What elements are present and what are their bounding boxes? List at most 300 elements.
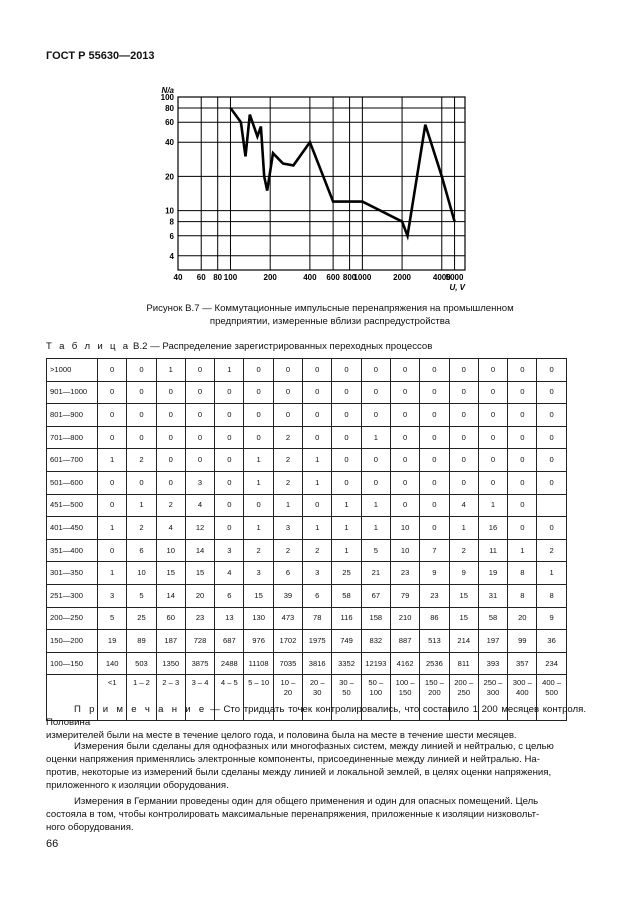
range-label-part: 250 – [483,678,503,688]
y-tick-label: 8 [169,217,174,227]
table-cell: 9 [449,562,478,585]
range-label-part: 50 – [368,678,384,688]
table-title [46,341,432,352]
table-cell: 1 [273,494,302,517]
table-cell: 0 [537,359,566,382]
table-cell: 0 [185,426,214,449]
table-cell: 0 [303,404,332,427]
table-cell: 0 [244,426,273,449]
table-cell: 39 [273,584,302,607]
table-cell: 2 [449,539,478,562]
table-cell: 0 [98,426,127,449]
table-cell: 8 [508,584,537,607]
table-cell: 79 [390,584,419,607]
table-cell: 0 [244,381,273,404]
table-cell: 19 [478,562,507,585]
note-label: П р и м е ч а н и е [74,704,207,715]
range-label-part: 30 – [339,678,354,688]
table-cell: 15 [156,562,185,585]
table-cell: 0 [303,359,332,382]
x-tick-label: 1000 [353,273,372,282]
row-header: 901—1000 [47,381,98,404]
table-title-text: В.2 — Распределение зарегистрированных переходных процессов [133,341,433,352]
table-cell: 4 [185,494,214,517]
x-tick-label: 4000 [432,273,451,282]
table-cell: 9 [420,562,449,585]
table-cell: 12 [185,517,214,540]
table-cell: 3 [215,539,244,562]
table-cell: 16 [478,517,507,540]
table-label: Т а б л и ц а [46,341,131,352]
table-cell: 0 [420,381,449,404]
table-cell: 10 [127,562,156,585]
table-cell: 0 [361,359,390,382]
table-cell: 3 [244,562,273,585]
range-label-part: 10 – [280,678,296,688]
table-cell: 0 [420,494,449,517]
table-cell: 10 [390,539,419,562]
range-label-part: 100 [369,688,383,698]
table-cell: 3875 [185,652,214,675]
table-row [47,494,567,517]
table-row [47,471,567,494]
transient-distribution-table [46,358,567,721]
table-cell: 728 [185,630,214,653]
table-cell: 4 [449,494,478,517]
table-row [47,404,567,427]
table-cell: 1 [332,539,361,562]
table-cell: 0 [449,471,478,494]
paragraph-line: Измерения были сделаны для однофазных или многофазных систем, между линией и нейтралью, с целью [74,741,554,752]
range-label-part: 300 [486,688,500,698]
table-cell: 1 [508,539,537,562]
table-cell: 0 [508,359,537,382]
table-cell: 0 [478,449,507,472]
table-cell: 503 [127,652,156,675]
table-cell: 0 [537,449,566,472]
table-cell: 3 [98,584,127,607]
table-cell: 13 [215,607,244,630]
table-cell: 78 [303,607,332,630]
table-cell: 2 [127,517,156,540]
table-row [47,652,567,675]
table-cell: 0 [478,381,507,404]
table-row [47,539,567,562]
table-cell: 0 [420,404,449,427]
table-cell: 1 [127,494,156,517]
table-row [47,562,567,585]
table-cell: 5 [361,539,390,562]
range-label-part: <1 [107,678,117,688]
table-cell: 0 [215,449,244,472]
table-cell: 210 [390,607,419,630]
table-cell: 14 [156,584,185,607]
table-cell: 0 [98,539,127,562]
table-cell: 6 [303,584,332,607]
table-cell: 0 [156,471,185,494]
table-cell: 393 [478,652,507,675]
table-cell: 0 [449,359,478,382]
table-cell: 357 [508,652,537,675]
table-cell: 0 [537,381,566,404]
table-cell: 197 [478,630,507,653]
table-cell: 3816 [303,652,332,675]
range-label-part: 100 – [395,678,415,688]
table-cell: 23 [185,607,214,630]
table-cell: 0 [156,404,185,427]
table-cell: 1 [303,449,332,472]
table-cell: 1 [215,359,244,382]
table-cell: 513 [420,630,449,653]
table-cell: 31 [478,584,507,607]
table-cell: 158 [361,607,390,630]
table-cell: 3 [303,562,332,585]
range-label-part: 200 – [454,678,474,688]
table-cell: 116 [332,607,361,630]
table-cell: 0 [361,449,390,472]
y-axis-label: N/a [161,86,174,95]
x-tick-label: 200 [263,273,277,282]
y-tick-label: 10 [165,206,174,216]
table-row [47,359,567,382]
table-cell: 20 [508,607,537,630]
table-cell: 1 [478,494,507,517]
page-number: 66 [46,838,59,850]
range-label-part: 500 [545,688,558,698]
table-cell: 11 [478,539,507,562]
table-cell: 2 [273,539,302,562]
y-tick-label: 4 [169,251,174,261]
table-cell: 20 [185,584,214,607]
table-row [47,630,567,653]
table-cell: 0 [215,404,244,427]
table-cell: 60 [156,607,185,630]
table-cell: 4 [215,562,244,585]
table-cell: 0 [537,426,566,449]
paragraph-line: против, некоторые из измерений были сделаны между линией и локальной землей, в целях оценки напряжения, [46,767,552,778]
table-cell: 1 [244,449,273,472]
table-cell: 0 [478,404,507,427]
table-cell: 3352 [332,652,361,675]
table-cell: 0 [273,359,302,382]
table-cell: 0 [303,494,332,517]
table-note [46,703,586,742]
table-cell: 0 [273,404,302,427]
table-cell: 25 [127,607,156,630]
table-cell: 0 [478,426,507,449]
row-header: >1000 [47,359,98,382]
row-header: 351—400 [47,539,98,562]
table-cell: 0 [98,471,127,494]
table-cell: 0 [508,517,537,540]
figure-caption [120,302,540,328]
figure-caption-line2: предприятии, измеренные вблизи распредустройства [209,316,451,327]
table-cell: 5 [98,607,127,630]
table-cell: 1 [244,517,273,540]
table-cell: 10 [156,539,185,562]
note-text-line1: — Сто тридцать точек контролировались, что составило 1 200 месяцев контроля. Половина [46,704,586,728]
table-cell: 1 [361,426,390,449]
range-label-part: 20 [283,688,293,698]
y-tick-label: 100 [160,93,174,102]
row-header: 251—300 [47,584,98,607]
table-cell: 0 [215,494,244,517]
table-cell: 1 [98,562,127,585]
table-cell: 0 [390,471,419,494]
table-cell: 887 [390,630,419,653]
table-cell: 0 [273,381,302,404]
table-cell: 0 [244,404,273,427]
row-header: 301—350 [47,562,98,585]
table-cell: 0 [390,359,419,382]
table-cell: 7035 [273,652,302,675]
row-header: 501—600 [47,471,98,494]
row-header: 100—150 [47,652,98,675]
table-cell: 3 [185,471,214,494]
table-cell: 473 [273,607,302,630]
x-tick-label: 5000 [445,273,464,282]
table-cell: 0 [244,359,273,382]
overvoltage-chart [0,0,630,300]
table-cell: 0 [332,359,361,382]
table-cell: 4162 [390,652,419,675]
table-cell: 0 [478,359,507,382]
table-cell: 0 [361,471,390,494]
table-cell: 2 [273,471,302,494]
table-cell: 0 [303,426,332,449]
table-cell: 0 [508,381,537,404]
table-cell: 10 [390,517,419,540]
table-cell: 2 [127,449,156,472]
table-cell: 0 [537,517,566,540]
table-cell: 0 [449,404,478,427]
table-cell: 0 [420,449,449,472]
table-cell: 0 [332,449,361,472]
table-cell: 6 [127,539,156,562]
range-label-part: 300 – [512,678,532,688]
table-cell: 1 [449,517,478,540]
table-cell: 0 [361,381,390,404]
table-cell: 0 [508,404,537,427]
table-cell: 15 [244,584,273,607]
table-cell: 36 [537,630,566,653]
table-cell: 2 [303,539,332,562]
table-cell: 67 [361,584,390,607]
table-cell: 214 [449,630,478,653]
table-cell: 1 [332,517,361,540]
table-cell: 0 [127,471,156,494]
figure-caption-line1: Рисунок В.7 — Коммутационные импульсные перенапряжения на промышленном [146,303,514,314]
table-cell: 15 [449,584,478,607]
table-cell: 86 [420,607,449,630]
table-cell: 5 [127,584,156,607]
table-row [47,584,567,607]
range-label-part: 250 [457,688,471,698]
table-cell: 0 [390,494,419,517]
table-cell: 11108 [244,652,273,675]
range-label-part: 2 – 3 [162,678,180,688]
table-cell: 0 [185,359,214,382]
table-cell: 1 [361,494,390,517]
series-line [231,108,455,236]
x-tick-label: 80 [213,273,223,282]
range-label-part: 50 [342,688,351,698]
table-cell: 1702 [273,630,302,653]
table-cell: 1 [156,359,185,382]
table-cell: 25 [332,562,361,585]
table-cell: 0 [98,359,127,382]
table-cell: 687 [215,630,244,653]
row-header: 801—900 [47,404,98,427]
table-cell: 8 [537,584,566,607]
table-cell: 0 [420,426,449,449]
table-cell: 2488 [215,652,244,675]
y-tick-label: 20 [165,172,174,182]
table-cell: 0 [156,449,185,472]
note-text-line2: измерителей были на месте в течение целого года, и половина была на месте в течение шести месяцев. [46,730,517,741]
table-cell: 0 [185,381,214,404]
table-cell: 8 [508,562,537,585]
table-cell: 0 [127,404,156,427]
row-header: 150—200 [47,630,98,653]
table-cell: 2 [273,426,302,449]
y-tick-label: 40 [165,138,174,148]
table-cell: 0 [303,381,332,404]
table-cell: 1975 [303,630,332,653]
table-cell: 58 [478,607,507,630]
table-cell: 187 [156,630,185,653]
table-cell: 0 [449,449,478,472]
x-tick-label: 40 [173,273,183,282]
table-cell: 811 [449,652,478,675]
paragraph-1 [46,740,586,792]
table-cell: 0 [390,449,419,472]
table-cell: 21 [361,562,390,585]
table-cell: 1 [332,494,361,517]
table-cell: 234 [537,652,566,675]
range-label-part: 150 – [424,678,444,688]
table-cell: 7 [420,539,449,562]
table-cell: 0 [390,426,419,449]
table-cell: 0 [332,426,361,449]
table-cell: 1 [537,562,566,585]
table-cell: 130 [244,607,273,630]
table-cell: 0 [215,471,244,494]
table-cell: 1 [244,471,273,494]
table-cell: 2 [537,539,566,562]
table-cell: 0 [332,471,361,494]
y-tick-label: 6 [169,231,174,241]
table-cell: 0 [537,471,566,494]
table-cell: 14 [185,539,214,562]
table-cell: 19 [98,630,127,653]
table-cell: 0 [185,404,214,427]
table-cell: 0 [420,471,449,494]
table-cell: 0 [215,426,244,449]
table-cell: 15 [449,607,478,630]
table-row [47,381,567,404]
x-tick-label: 600 [326,273,340,282]
x-axis-label: U, V [449,283,465,292]
range-label-part: 150 [398,688,412,698]
table-cell: 0 [420,517,449,540]
table-cell: 0 [508,494,537,517]
range-label-part: 5 – 10 [248,678,270,688]
table-cell: 0 [98,404,127,427]
table-cell: 0 [508,471,537,494]
table-cell: 2 [156,494,185,517]
paragraph-line: оценки напряжения применялись электронные компоненты, присоединенные между линией и нейтралью. На- [46,754,540,765]
table-cell: 1 [303,517,332,540]
table-cell: 749 [332,630,361,653]
row-header: 451—500 [47,494,98,517]
table-cell: 1 [361,517,390,540]
table-cell: 12193 [361,652,390,675]
paragraph-line: состояла в том, чтобы контролировать максимальные перенапряжения, приложенные к изоляции низковольт- [46,809,540,820]
table-cell: 0 [127,381,156,404]
table-cell: 976 [244,630,273,653]
table-row [47,449,567,472]
row-header: 701—800 [47,426,98,449]
table-cell: 0 [390,404,419,427]
paragraph-line: Измерения в Германии проведены один для общего применения и один для опасных помещений. Цель [74,796,539,807]
row-header: 401—450 [47,517,98,540]
range-label-part: 4 – 5 [220,678,238,688]
row-header: 200—250 [47,607,98,630]
table-cell: 99 [508,630,537,653]
table-cell [537,494,566,517]
table-cell: 9 [537,607,566,630]
x-tick-label: 2000 [393,273,411,282]
table-cell: 89 [127,630,156,653]
table-cell: 4 [156,517,185,540]
table-cell: 140 [98,652,127,675]
table-cell: 2 [273,449,302,472]
table-cell: 0 [127,359,156,382]
x-tick-label: 100 [223,273,238,282]
table-cell: 1 [98,517,127,540]
table-cell: 1 [303,471,332,494]
table-row [47,426,567,449]
table-cell: 0 [508,449,537,472]
table-cell: 6 [215,584,244,607]
table-cell: 15 [185,562,214,585]
table-cell: 0 [449,426,478,449]
table-cell: 0 [332,404,361,427]
table-cell: 0 [215,517,244,540]
table-cell: 1 [98,449,127,472]
table-cell: 0 [537,404,566,427]
table-cell: 6 [273,562,302,585]
table-cell: 2536 [420,652,449,675]
table-cell: 0 [361,404,390,427]
range-label-part: 200 [428,688,441,698]
range-label-part: 20 – [309,678,325,688]
plot-frame [178,97,465,270]
table-cell: 0 [390,381,419,404]
table-cell: 3 [273,517,302,540]
table-cell: 23 [420,584,449,607]
table-cell: 0 [98,494,127,517]
y-tick-label: 60 [165,118,174,128]
table-cell: 2 [244,539,273,562]
table-cell: 0 [332,381,361,404]
document-header: ГОСТ Р 55630—2013 [46,50,155,62]
table-cell: 0 [98,381,127,404]
range-label-part: 30 [313,688,322,698]
table-cell: 0 [449,381,478,404]
table-row [47,607,567,630]
